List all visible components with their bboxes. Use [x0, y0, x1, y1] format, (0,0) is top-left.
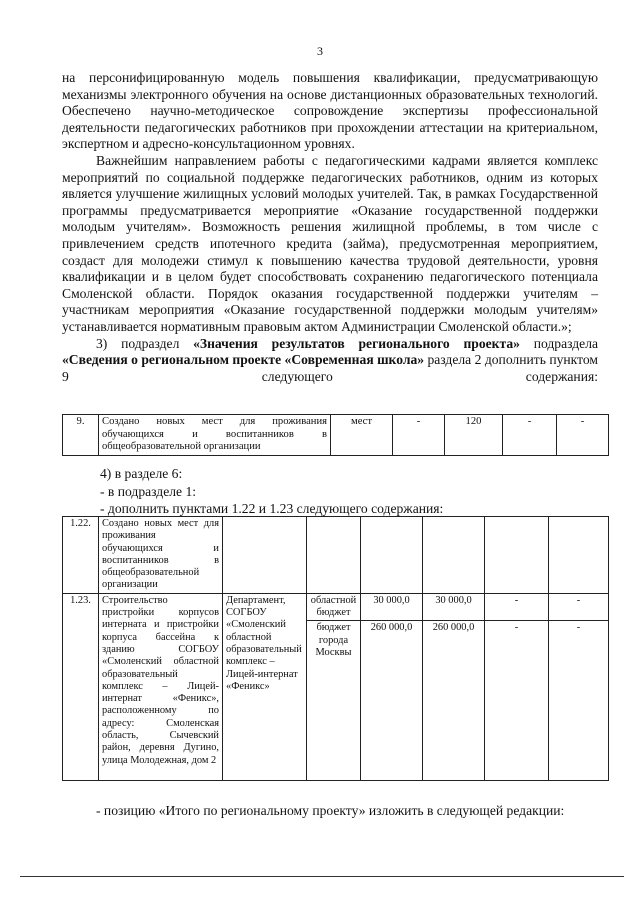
bottom-scan-line	[20, 876, 624, 877]
paragraph-2: Важнейшим направлением работы с педагогическими кадрами является комплекс мероприятий по социальной поддержке педагогических работников, одним из которых является улучшение жилищных условий молодых учителей. Так, в рамках Государственной программы предусматривается мероприятие «Оказание государственной поддержки молодым учителям». Возможность решения жилищной проблемы, в том числе с привлечением средств ипотечного кредита (займа), предусмотренная мероприятием, создаст для молодежи стимул к повышению качества трудовой деятельности, уровня квалификации и в целом будет способствовать сохранению педагогического потенциала Смоленской области. Порядок оказания государственной поддержки учителям – участникам мероприятия «Оказание государственной поддержки молодым учителям» устанавливается нормативным правовым актом Администрации Смоленской области.»;	[62, 152, 598, 334]
table1-value-1: -	[393, 415, 445, 456]
line-subsection-1: - в подразделе 1:	[100, 484, 197, 499]
line-add-items: - дополнить пунктами 1.22 и 1.23 следующего содержания:	[100, 501, 444, 516]
row-123-s1-value-3: -	[485, 593, 549, 621]
paragraph-1: на персонифицированную модель повышения квалификации, предусматривающую механизмы электронного обучения на основе дистанционных образовательных технологий. Обеспечено научно-методическое сопровождение экспертизы профессиональной деятельности педагогических работников при прохождении аттестации на критериальном, экспертном и адресно-консультационном уровнях.	[62, 70, 598, 152]
row-123-s2-value-4: -	[549, 621, 609, 781]
row-123-s1-value-2: 30 000,0	[423, 593, 485, 621]
para3-prefix: 3) подраздел	[96, 335, 194, 351]
table1-unit: мест	[331, 415, 393, 456]
table-row	[63, 593, 609, 621]
table1-value-2: 120	[445, 415, 503, 456]
row-122-num: 1.22.	[63, 517, 99, 594]
row-123-name: Строительство пристройки корпусов интерната и пристройки корпуса бассейна к зданию СОГБОУ «Смоленский областной образовательный комплекс – Лицей-интернат «Феникс», расположенному по адресу: Смоленская область, Сычевский район, деревня Дугино, улица Молодежная, дом 2	[99, 593, 223, 781]
activities-table	[62, 516, 609, 781]
row-123-executor: Департамент, СОГБОУ «Смоленский областной образовательный комплекс – Лицей-интернат «Феникс»	[223, 593, 307, 781]
row-123-s2-value-3: -	[485, 621, 549, 781]
table1-num: 9.	[63, 415, 99, 456]
line-section-6: 4) в разделе 6:	[100, 466, 183, 481]
row-123-s1-value-4: -	[549, 593, 609, 621]
page-number: 3	[317, 44, 323, 58]
final-paragraph: - позицию «Итого по региональному проекту» изложить в следующей редакции:	[96, 803, 565, 818]
para3-suffix: раздела 2 дополнить пунктом 9 следующего содержания:	[62, 352, 598, 384]
table-row	[63, 415, 609, 456]
row-122-name: Создано новых мест для проживания обучающихся и воспитанников в общеобразовательной организации	[99, 517, 223, 594]
table-row	[63, 517, 609, 594]
para3-bold-2: «Сведения о региональном проекте «Современная школа»	[62, 352, 425, 368]
body-text-upper	[62, 70, 598, 385]
body-text-lower	[62, 803, 598, 820]
table1-name: Создано новых мест для проживания обучающихся и воспитанников в общеобразовательной организации	[99, 415, 331, 456]
paragraph-3	[62, 336, 598, 386]
row-123-source-1: областной бюджет	[307, 593, 361, 621]
row-123-s2-value-2: 260 000,0	[423, 621, 485, 781]
para3-bold-1: «Значения результатов регионального проекта»	[193, 335, 520, 351]
results-table	[62, 414, 609, 456]
row-123-source-2: бюджет города Москвы	[307, 621, 361, 781]
row-123-s2-value-1: 260 000,0	[361, 621, 423, 781]
table1-value-3: -	[503, 415, 557, 456]
row-123-num: 1.23.	[63, 593, 99, 781]
para3-mid: подраздела	[519, 335, 599, 351]
table1-value-4: -	[557, 415, 609, 456]
row-123-s1-value-1: 30 000,0	[361, 593, 423, 621]
